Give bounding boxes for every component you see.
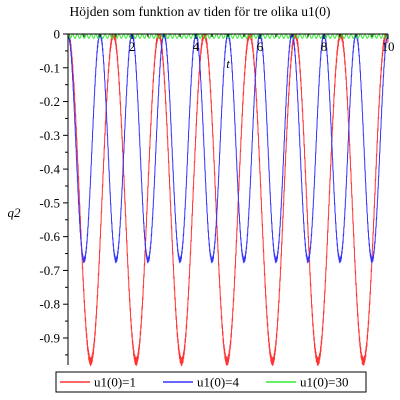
x-tick-label: 6 bbox=[256, 39, 264, 54]
chart-title: Höjden som funktion av tiden för tre olika u1(0) bbox=[69, 4, 331, 19]
x-tick-label: 8 bbox=[320, 39, 328, 54]
x-axis-label: t bbox=[226, 56, 230, 71]
legend bbox=[56, 372, 366, 392]
y-tick-label: -0.8 bbox=[39, 296, 60, 312]
x-tick-label: 2 bbox=[128, 39, 136, 54]
series-layer bbox=[68, 34, 388, 366]
y-tick-label: -0.1 bbox=[39, 60, 60, 76]
x-tick-label: 4 bbox=[192, 39, 200, 54]
y-tick-label: 0 bbox=[53, 26, 60, 42]
y-tick-label: -0.7 bbox=[39, 262, 60, 278]
y-axis-label: q2 bbox=[7, 205, 21, 220]
y-tick-label: -0.2 bbox=[39, 94, 60, 110]
y-tick-label: -0.5 bbox=[39, 195, 60, 211]
y-tick-label: -0.6 bbox=[39, 229, 60, 245]
axes-layer bbox=[39, 27, 394, 366]
x-tick-label: 10 bbox=[381, 39, 395, 54]
legend-label-2: u1(0)=4 bbox=[197, 374, 239, 390]
legend-label-3: u1(0)=30 bbox=[300, 374, 349, 390]
y-tick-label: -0.4 bbox=[39, 161, 60, 177]
y-tick-label: -0.3 bbox=[39, 127, 60, 143]
y-tick-label: -0.9 bbox=[39, 330, 60, 346]
series-line-1 bbox=[68, 34, 388, 366]
legend-label-1: u1(0)=1 bbox=[94, 374, 136, 390]
